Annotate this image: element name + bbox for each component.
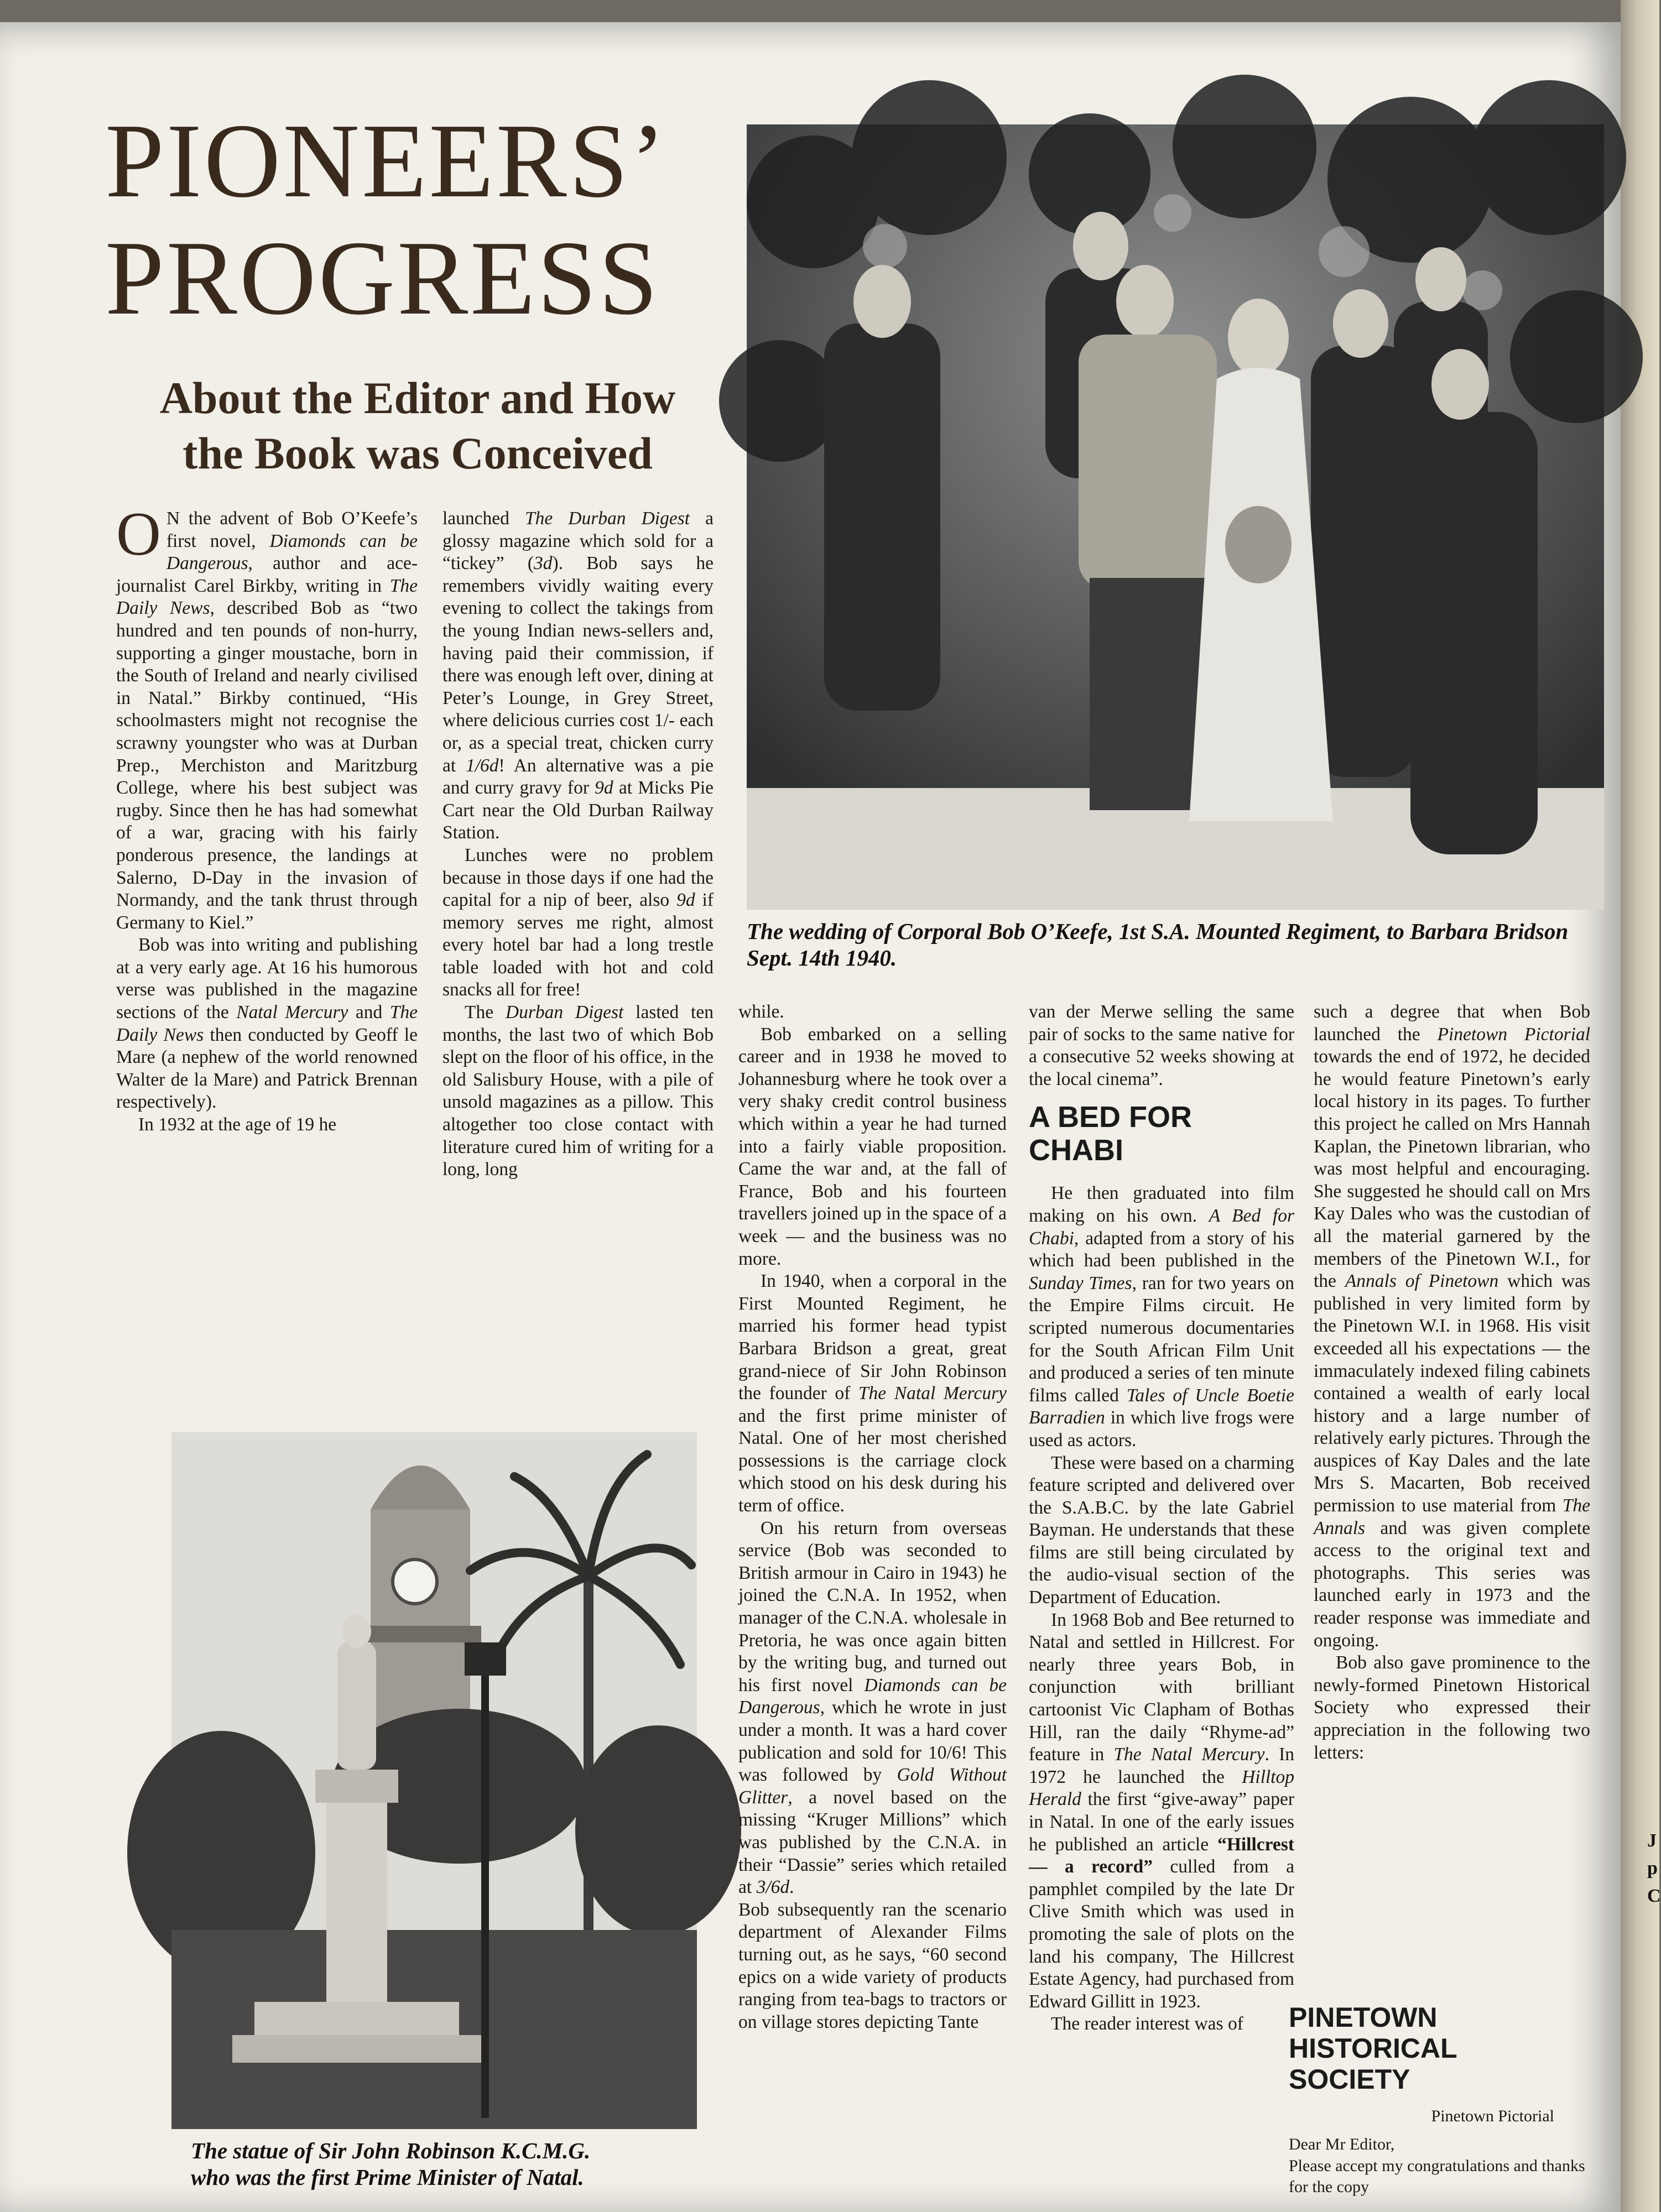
- letter-recipient: Pinetown Pictorial: [1431, 2107, 1554, 2125]
- headline-line1: PIONEERS’: [105, 102, 668, 220]
- drop-cap: O: [116, 500, 161, 568]
- statue-caption-line1: The statue of Sir John Robinson K.C.M.G.: [191, 2138, 591, 2163]
- column2-paragraph: launched The Durban Digest a glossy magazine which sold for a “tickey” (3d). Bob says he remembers vividly waiting every evening to collect the takings from the young Indian news-sellers and, having paid their commission, if there was enough left over, dining at Peter’s Lounge, in Grey Street, where delicious curries cost 1/- each or, as a special treat, chicken curry at 1/6d! An alternative was a pie and curry gravy for 9d at Micks Pie Cart near the Old Durban Railway Station.: [442, 508, 714, 843]
- column2-paragraph: Lunches were no problem because in those days if one had the capital for a nip of beer, also 9d if memory serves me right, almost every hotel bar had a long trestle table loaded with hot and cold snacks all for free!: [442, 844, 714, 1000]
- column3-paragraph: Bob subsequently ran the scenario department of Alexander Films turning out, as he says, “60 second epics on a wide variety of products ranging from tea-bags to tractors or on village stores depicting Tante: [738, 1899, 1007, 2032]
- statue-caption-line2: who was the first Prime Minister of Natal.: [191, 2164, 584, 2190]
- subheadline-line1: About the Editor and How: [159, 373, 676, 423]
- letter-heading: PINETOWN HISTORICAL SOCIETY: [1289, 2002, 1457, 2095]
- letter-body: Please accept my congratulations and thanks for the copy: [1289, 2157, 1585, 2196]
- column3-paragraph: On his return from overseas service (Bob was seconded to British armour in Cairo in 1943) he joined the C.N.A. In 1952, when manager of the C.N.A. wholesale in Pretoria, he was once again bitten by the writing bug, and turned out his first novel Diamonds can be Dangerous, which he wrote in just under a month. It was a hard cover publication and sold for 10/6! This was followed by Gold Without Glitter, a novel based on the missing “Kruger Millions” which was published by the C.N.A. in their “Dassie” series which retailed at 3/6d.: [738, 1517, 1007, 1898]
- headline: [105, 102, 668, 337]
- column4-paragraph: These were based on a charming feature scripted and delivered over the S.A.B.C. by the late Gabriel Bayman. He understands that these films are still being circulated by the audio-visual section of the Department of Education.: [1029, 1452, 1294, 1608]
- wedding-photo-image: [747, 124, 1604, 910]
- article-column-3: [738, 1001, 1007, 2033]
- article-column-4: [1029, 1001, 1294, 2036]
- headline-line2: PROGRESS: [105, 219, 660, 337]
- letter-salutation: Dear Mr Editor,: [1289, 2135, 1395, 2153]
- article-column-5: [1314, 1001, 1590, 1764]
- column4-paragraph: The reader interest was of: [1051, 2013, 1243, 2034]
- wedding-photo: [747, 124, 1604, 910]
- edge-letter: C: [1647, 1886, 1661, 1906]
- edge-letter: p: [1647, 1858, 1658, 1879]
- wedding-photo-caption: The wedding of Corporal Bob O’Keefe, 1st S.A. Mounted Regiment, to Barbara Bridson Sept. 14th 1940.: [747, 919, 1569, 971]
- statue-photo-image: [171, 1432, 697, 2129]
- statue-photo: [171, 1432, 697, 2129]
- statue-photo-caption: [191, 2137, 744, 2190]
- subheadline: [105, 371, 730, 481]
- letter-block: [1289, 2002, 1587, 2198]
- article-column-1: [116, 500, 418, 1136]
- column3-paragraph: while.: [738, 1001, 784, 1022]
- section-heading-a-bed-for-chabi: A BED FOR CHABI: [1029, 1100, 1192, 1167]
- column4-paragraph: van der Merwe selling the same pair of socks to the same native for a consecutive 52 weeks showing at the local cinema”.: [1029, 1001, 1294, 1089]
- column1-paragraph: In 1932 at the age of 19 he: [138, 1114, 337, 1135]
- column1-paragraph: Bob was into writing and publishing at a very early age. At 16 his humorous verse was published in the magazine sections of the Natal Mercury and The Daily News then conducted by Geoff le Mare (a nephew of the world renowned Walter de la Mare) and Patrick Brennan respectively).: [116, 935, 418, 1113]
- column3-paragraph: Bob embarked on a selling career and in 1938 he moved to Johannesburg where he took over a very shaky credit control business which within a year he had turned into a fairly viable proposition. Came the war and, at the fall of France, Bob and his fourteen travellers joined up in the space of a week — and the business was no more.: [738, 1024, 1007, 1269]
- column4-paragraph: He then graduated into film making on his own. A Bed for Chabi, adapted from a story of his which had been published in the Sunday Times, ran for two years on the Empire Films circuit. He scripted numerous documentaries for the South African Film Unit and produced a series of ten minute films called Tales of Uncle Boetie Barradien in which live frogs were used as actors.: [1029, 1183, 1294, 1451]
- column5-paragraph: Bob also gave prominence to the newly-formed Pinetown Historical Society who expressed their appreciation in the following two letters:: [1314, 1652, 1590, 1763]
- column4-paragraph: In 1968 Bob and Bee returned to Natal and settled in Hillcrest. For nearly three years Bob, in conjunction with brilliant cartoonist Vic Clapham of Bothas Hill, ran the daily “Rhyme-ad” feature in The Natal Mercury. In 1972 he launched the Hilltop Herald the first “give-away” paper in Natal. In one of the early issues he published an article “Hillcrest — a record” culled from a pamphlet compiled by the late Dr Clive Smith which was used in promoting the sale of plots on the land his company, The Hillcrest Estate Agency, had purchased from Edward Gillitt in 1923.: [1029, 1609, 1294, 2012]
- column5-paragraph: such a degree that when Bob launched the Pinetown Pictorial towards the end of 1972, he decided he would feature Pinetown’s early local history in its pages. To further this project he called on Mrs Hannah Kaplan, the Pinetown librarian, who was most helpful and encouraging. She suggested he should call on Mrs Kay Dales who was the custodian of all the material garnered by the members of the Pinetown W.I., for the Annals of Pinetown which was published in very limited form by the Pinetown W.I. in 1968. His visit exceeded all his expectations — the immaculately indexed filing cabinets contained a wealth of early local history and a large number of relatively early pictures. Through the auspices of Kay Dales and the late Mrs S. Macarten, Bob received permission to use material from The Annals and was given complete access to the original text and photographs. This series was launched early in 1973 and the reader response was immediate and ongoing.: [1314, 1001, 1591, 1651]
- subheadline-line2: the Book was Conceived: [183, 428, 653, 478]
- column1-paragraph: O N the advent of Bob O’Keefe’s first novel, Diamonds can be Dangerous, author and ace-journalist Carel Birkby, writing in The Daily News, described Bob as “two hundred and ten pounds of non-hurry, supporting a ginger moustache, born in the South of Ireland and nearly civilised in Natal.” Birkby continued, “His schoolmasters might not recognise the scrawny youngster who was at Durban Prep., Merchiston and Maritzburg College, where his best subject was rugby. Since then he has had somewhat of a war, gracing with his fairly ponderous presence, the landings at Salerno, D-Day in the invasion of Normandy, and the tank thrust through Germany to Kiel.”: [116, 500, 418, 933]
- article-column-2: [442, 508, 714, 1181]
- column2-paragraph: The Durban Digest lasted ten months, the last two of which Bob slept on the floor of his office, in the old Salisbury House, with a pile of unsold magazines as a pillow. This altogether too close contact with literature cured him of writing for a long, long: [442, 1002, 714, 1180]
- edge-letter: J: [1647, 1830, 1657, 1851]
- column3-paragraph: In 1940, when a corporal in the First Mounted Regiment, he married his former head typist Barbara Bridson a great, great grand-niece of Sir John Robinson the founder of The Natal Mercury and the first prime minister of Natal. One of her most cherished possessions is the carriage clock which stood on his desk during his term of office.: [738, 1271, 1007, 1516]
